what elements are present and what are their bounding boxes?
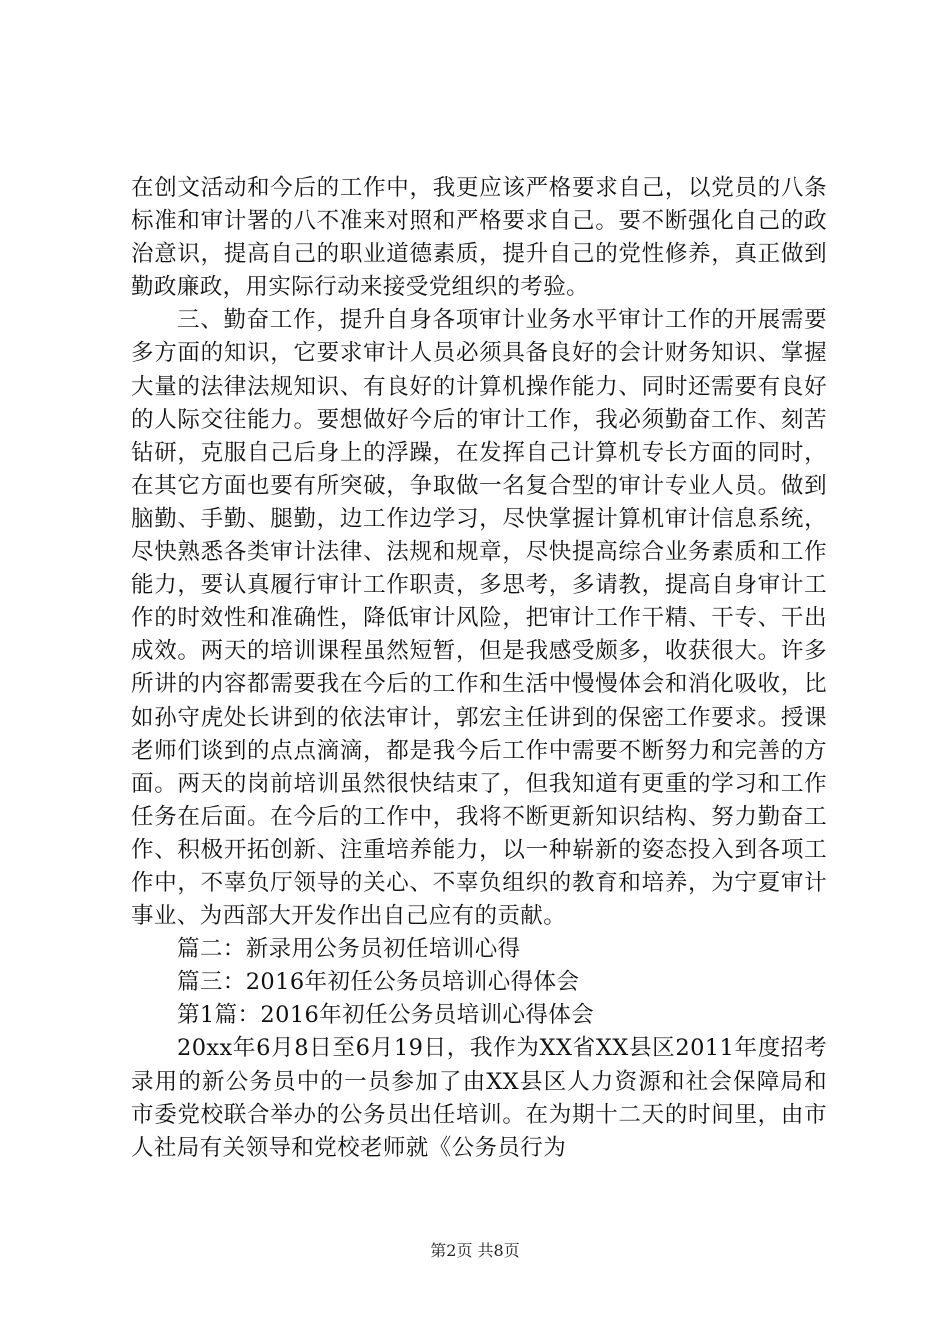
heading-part-two: 篇二：新录用公务员初任培训心得 — [177, 936, 521, 963]
heading-part-three: 篇三：2016年初任公务员培训心得体会 — [177, 969, 580, 996]
page-number: 第2页 共8页 — [430, 1241, 520, 1260]
paragraph-diligent-work: 三、勤奋工作，提升自身各项审计业务水平审计工作的开展需要多方面的知识，它要求审计人员必须具备良好的会计财务知识、掌握大量的法律法规知识、有良好的计算机操作能力、同时还需要有良好的人际交往能力。要想做好今后的审计工作，我必须勤奋工作、刻苦钻研，克服自己后身上的浮躁，在发挥自己计算机专长方面的同时，在其它方面也要有所突破，争取做一名复合型的审计专业人员。做到脑勤、手勤、腿勤，边工作边学习，尽快掌握计算机审计信息系统，尽快熟悉各类审计法律、法规和规章，尽快提高综合业务素质和工作能力，要认真履行审计工作职责，多思考，多请教，提高自身审计工作的时效性和准确性，降低审计风险，把审计工作干精、干专、干出成效。两天的培训课程虽然短暂，但是我感受颇多，收获很大。许多所讲的内容都需要我在今后的工作和生活中慢慢体会和消化吸收，比如孙守虎处长讲到的依法审计，郭宏主任讲到的保密工作要求。授课老师们谈到的点点滴滴，都是我今后工作中需要不断努力和完善的方面。两天的岗前培训虽然很快结束了，但我知道有更重的学习和工作任务在后面。在今后的工作中，我将不断更新知识结构、努力勤奋工作、积极开拓创新、注重培养能力，以一种崭新的姿态投入到各项工作中，不辜负厅领导的关心、不辜负组织的教育和培养，为宁夏审计事业、为西部大开发作出自己应有的贡献。 — [131, 307, 827, 930]
page-footer — [0, 1240, 950, 1262]
body-text — [131, 172, 827, 1165]
paragraph-party-discipline: 在创文活动和今后的工作中，我更应该严格要求自己，以党员的八条标准和审计署的八不准来对照和严格要求自己。要不断强化自己的政治意识，提高自己的职业道德素质，提升自己的党性修养，真正做到勤政廉政，用实际行动来接受党组织的考验。 — [131, 175, 827, 301]
paragraph-training-intro: 20xx年6月8日至6月19日，我作为XX省XX县区2011年度招考录用的新公务员中的一员参加了由XX县区人力资源和社会保障局和市委党校联合举办的公务员出任培训。在为期十二天的时间里，由市人社局有关领导和党校老师就《公务员行为 — [131, 1035, 827, 1161]
heading-article-one: 第1篇：2016年初任公务员培训心得体会 — [177, 1002, 595, 1029]
